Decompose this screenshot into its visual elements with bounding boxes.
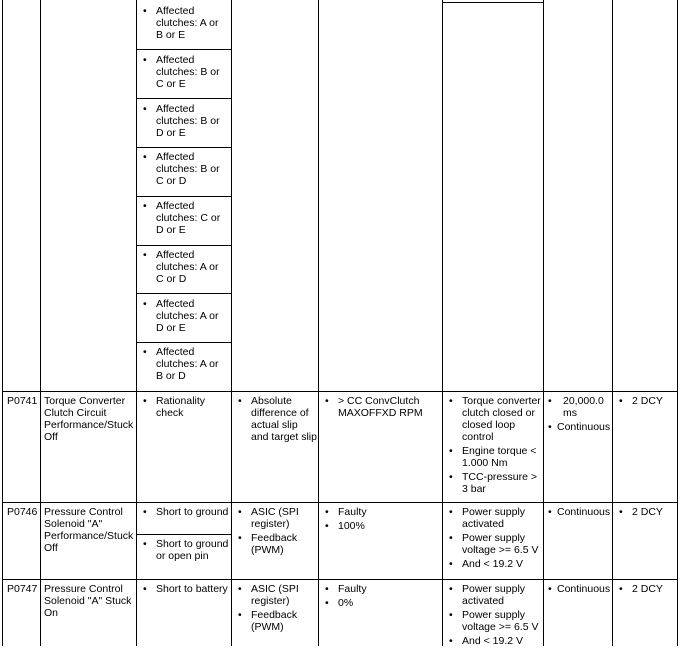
- fault-code: P0746: [7, 506, 38, 518]
- strategy-item: • Short to ground or open pin: [140, 538, 230, 562]
- monitor-strategy: [140, 538, 230, 564]
- fault-code: P0747: [7, 583, 38, 595]
- secondary-parameters: [446, 506, 543, 572]
- secondary-item: • And < 19.2 V: [446, 635, 543, 647]
- clutch-item: • Affected clutches: B or C or E: [140, 54, 228, 90]
- mil-illumination: [616, 583, 676, 597]
- clutch-item: • Affected clutches: B or D or E: [140, 103, 228, 139]
- secondary-item: • Power supply voltage >= 6.5 V: [446, 609, 543, 633]
- grid-line: [136, 98, 232, 99]
- grid-line: [677, 0, 678, 646]
- grid-line: [136, 342, 232, 343]
- monitor-strategy: [140, 583, 230, 597]
- fault-description: Torque Converter Clutch Circuit Performance/Stuck Off: [44, 395, 134, 443]
- clutch-cell: [140, 54, 228, 92]
- clutch-cell: [140, 5, 228, 43]
- time-item: • Continuous: [547, 583, 611, 595]
- clutch-cell: [140, 346, 228, 384]
- mil-illumination: [616, 395, 676, 409]
- threshold-item: • Faulty: [322, 506, 440, 518]
- threshold-value: [322, 583, 440, 611]
- secondary-parameters: [446, 395, 543, 497]
- secondary-item: • Power supply activated: [446, 583, 543, 607]
- grid-line: [136, 196, 232, 197]
- mil-item: • 2 DCY: [616, 395, 676, 407]
- grid-line: [442, 0, 443, 646]
- strategy-item: • Short to ground: [140, 506, 230, 518]
- malfunction-criteria: [235, 583, 317, 635]
- secondary-item: • Power supply activated: [446, 506, 543, 530]
- criteria-item: • Feedback (PWM): [235, 609, 317, 633]
- threshold-value: [322, 506, 440, 534]
- strategy-item: • Rationality check: [140, 395, 228, 419]
- strategy-item: • Short to battery: [140, 583, 230, 595]
- threshold-value: [322, 395, 440, 421]
- malfunction-criteria: [235, 506, 317, 558]
- threshold-item: • 0%: [322, 597, 440, 609]
- fault-description: Pressure Control Solenoid "A" Stuck On: [44, 583, 132, 619]
- clutch-cell: [140, 151, 228, 189]
- threshold-item: • > CC ConvClutch MAXOFFXD RPM: [322, 395, 440, 419]
- criteria-item: • ASIC (SPI register): [235, 583, 317, 607]
- criteria-item: • Feedback (PWM): [235, 532, 317, 556]
- grid-line: [136, 293, 232, 294]
- grid-line: [40, 0, 41, 646]
- grid-line: [612, 0, 613, 646]
- criteria-item: • Absolute difference of actual slip and target slip: [235, 395, 317, 443]
- time-item: • Continuous: [547, 421, 611, 433]
- grid-line: [318, 0, 319, 646]
- time-required: [547, 395, 611, 435]
- monitor-strategy: [140, 506, 230, 520]
- clutch-item: • Affected clutches: A or C or D: [140, 249, 228, 285]
- secondary-item: • Torque converter clutch closed or closed loop control: [446, 395, 543, 443]
- clutch-cell: [140, 298, 228, 336]
- monitor-strategy: [140, 395, 228, 421]
- criteria-item: • ASIC (SPI register): [235, 506, 317, 530]
- grid-line: [136, 534, 232, 535]
- grid-line: [136, 147, 232, 148]
- secondary-parameters: [446, 583, 543, 649]
- grid-line: [2, 391, 678, 392]
- threshold-item: • Faulty: [322, 583, 440, 595]
- grid-line: [442, 2, 544, 3]
- clutch-cell: [140, 103, 228, 141]
- grid-line: [2, 579, 678, 580]
- grid-line: [136, 0, 137, 646]
- secondary-item: • Engine torque < 1.000 Nm: [446, 445, 543, 469]
- secondary-item: • And < 19.2 V: [446, 558, 543, 570]
- threshold-item: • 100%: [322, 520, 440, 532]
- clutch-item: • Affected clutches: A or B or D: [140, 346, 228, 382]
- clutch-item: • Affected clutches: A or D or E: [140, 298, 228, 334]
- fault-description: Pressure Control Solenoid "A" Performance/Stuck Off: [44, 506, 134, 554]
- time-item: • Continuous: [547, 506, 611, 518]
- grid-line: [543, 0, 544, 646]
- secondary-item: • TCC-pressure > 3 bar: [446, 471, 543, 495]
- secondary-item: • Power supply voltage >= 6.5 V: [446, 532, 543, 556]
- time-required: [547, 506, 611, 520]
- grid-line: [2, 502, 678, 503]
- grid-line: [136, 49, 232, 50]
- grid-line: [231, 0, 232, 646]
- malfunction-criteria: [235, 395, 317, 445]
- mil-item: • 2 DCY: [616, 583, 676, 595]
- clutch-cell: [140, 200, 228, 238]
- mil-item: • 2 DCY: [616, 506, 676, 518]
- grid-line: [2, 0, 3, 646]
- clutch-item: • Affected clutches: A or B or E: [140, 5, 228, 41]
- mil-illumination: [616, 506, 676, 520]
- clutch-cell: [140, 249, 228, 287]
- time-required: [547, 583, 611, 597]
- grid-line: [136, 245, 232, 246]
- time-item: • 20,000.0 ms: [547, 395, 611, 419]
- fault-code: P0741: [7, 395, 38, 407]
- clutch-item: • Affected clutches: B or C or D: [140, 151, 228, 187]
- clutch-item: • Affected clutches: C or D or E: [140, 200, 228, 236]
